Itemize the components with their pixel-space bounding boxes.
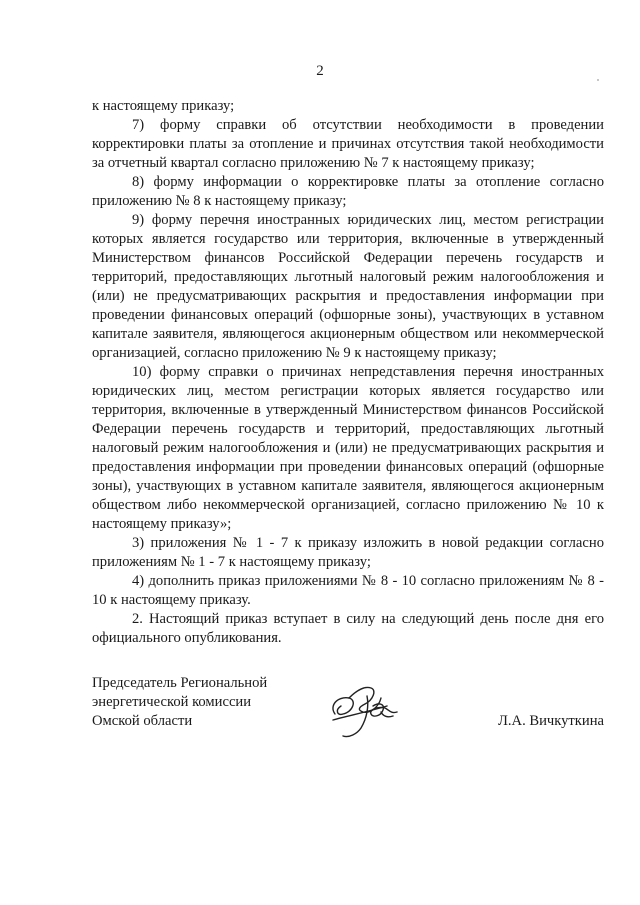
paragraph-item-4: 4) дополнить приказ приложениями № 8 - 10 согласно приложениям № 8 - 10 к настоящему приказу. xyxy=(92,573,604,608)
signature-block xyxy=(92,674,604,754)
signer-position-line: энергетической комиссии xyxy=(92,694,252,710)
signer-position-line: Омской области xyxy=(92,713,193,729)
paragraph-continuation: к настоящему приказу; xyxy=(92,98,235,114)
handwritten-signature xyxy=(327,676,417,746)
paragraph-item-3: 3) приложения № 1 - 7 к приказу изложить в новой редакции согласно приложениям № 1 - 7 к настоящему приказу; xyxy=(92,535,604,570)
paragraph-section-2: 2. Настоящий приказ вступает в силу на следующий день после дня его официального опубликования. xyxy=(92,611,604,646)
document-body xyxy=(92,97,604,648)
scan-artifact-dot xyxy=(597,79,599,81)
signer-position xyxy=(92,674,312,731)
signer-position-line: Председатель Региональной xyxy=(92,675,268,691)
paragraph-item-9: 9) форму перечня иностранных юридических лиц, местом регистрации которых является государство или территория, включенные в утвержденный Министерством финансов Российской Федерации перечень государств и территорий, предоставляющих льготный налоговый режим налогообложения и (или) не предусматривающих раскрытия и предоставления информации при проведении финансовых операций (офшорные зоны), участвующих в уставном капитале заявителя, являющегося акционерным обществом или некоммерческой организацией, согласно приложению № 9 к настоящему приказу; xyxy=(92,212,604,361)
page-number: 2 xyxy=(316,63,324,79)
paragraph-item-10: 10) форму справки о причинах непредставления перечня иностранных юридических лиц, местом регистрации которых является государство или территория, включенные в утвержденный Министерством финансов Российской Федерации перечень государств и территорий, предоставляющих льготный налоговый режим налогообложения и (или) не предусматривающих раскрытия и предоставления информации при проведении финансовых операций (офшорные зоны), участвующих в уставном капитале заявителя, являющегося акционерным обществом либо некоммерческой организацией, согласно приложению № 10 к настоящему приказу»; xyxy=(92,364,604,532)
signer-name: Л.А. Вичкуткина xyxy=(497,713,604,729)
paragraph-item-7: 7) форму справки об отсутствии необходимости в проведении корректировки платы за отопление и причинах отсутствия такой необходимости за отчетный квартал согласно приложению № 7 к настоящему приказу; xyxy=(92,117,604,171)
paragraph-item-8: 8) форму информации о корректировке платы за отопление согласно приложению № 8 к настоящему приказу; xyxy=(92,174,604,209)
